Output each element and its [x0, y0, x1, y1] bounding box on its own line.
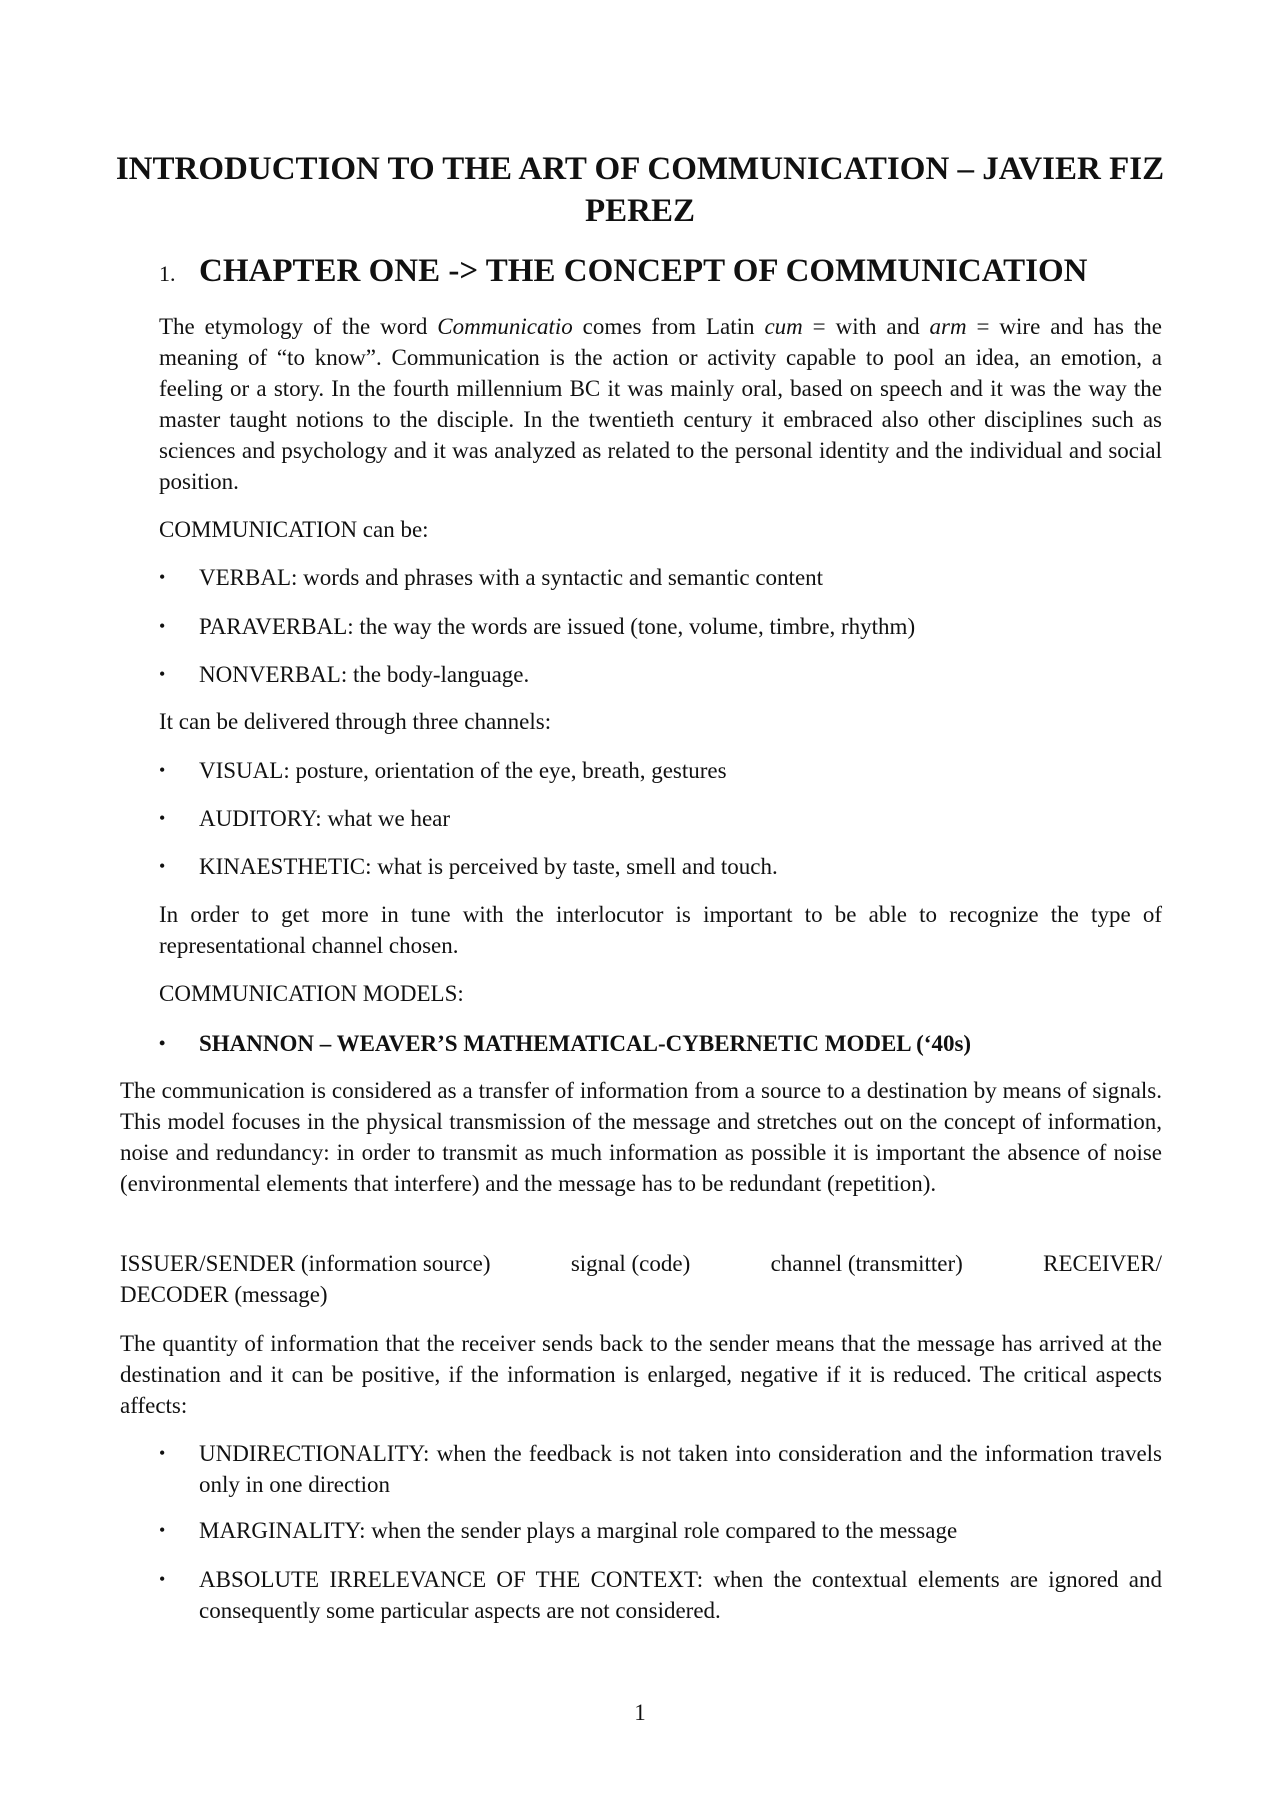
model-paragraph: The communication is considered as a transfer of information from a source to a destination by means of signals. This model focuses in the physical transmission of the message and stretches out on the concept of information, noise and redundancy: in order to transmit as much information as possible it is important the absence of noise (environmental elements that interfere) and the message has to be redundant (repetition). — [120, 1078, 1162, 1196]
types-intro: COMMUNICATION can be: — [159, 517, 429, 542]
list-item-text: PARAVERBAL: the way the words are issued (tone, volume, timbre, rhythm) — [199, 614, 916, 639]
chapter-heading — [159, 250, 1159, 295]
bullet-icon: • — [159, 567, 166, 587]
bullet-icon: • — [159, 1443, 166, 1463]
flow-signal: signal (code) — [570, 1251, 691, 1276]
bullet-icon: • — [159, 856, 166, 876]
list-item-text: NONVERBAL: the body-language. — [199, 662, 530, 687]
communication-flow — [120, 1248, 1162, 1310]
bullet-icon: • — [159, 760, 166, 780]
bullet-icon: • — [159, 1569, 166, 1589]
flow-decoder: DECODER (message) — [120, 1282, 328, 1307]
tune-paragraph: In order to get more in tune with the interlocutor is important to be able to recognize the type of representational channel chosen. — [159, 902, 1162, 958]
list-item-text: ABSOLUTE IRRELEVANCE OF THE CONTEXT: when the contextual elements are ignored and consequently some particular aspects are not considered. — [199, 1567, 1162, 1623]
bullet-icon: • — [159, 616, 166, 636]
bullet-icon: • — [159, 664, 166, 684]
flow-channel: channel (transmitter) — [770, 1251, 963, 1276]
etymology-text-2: comes from Latin — [572, 314, 765, 339]
etymology-term-cum: cum — [764, 314, 803, 339]
model-heading: SHANNON – WEAVER’S MATHEMATICAL-CYBERNETIC MODEL (‘40s) — [199, 1031, 972, 1056]
flow-sender: ISSUER/SENDER (information source) — [120, 1251, 491, 1276]
etymology-term-arm: arm — [929, 314, 967, 339]
bullet-icon: • — [159, 1520, 166, 1540]
etymology-text-4: = wire and has the meaning of “to know”. Communication is the action or activity capable to pool an idea, an emotion, a feeling or a story. In the fourth millennium BC it was mainly oral, based on speech and it was the way the master taught notions to the disciple. In the twentieth century it embraced also other disciplines such as sciences and psychology and it was analyzed as related to the personal identity and the individual and social position. — [159, 314, 1163, 494]
etymology-text-3: = with and — [802, 314, 930, 339]
list-item-text: UNDIRECTIONALITY: when the feedback is not taken into consideration and the information travels only in one direction — [199, 1441, 1162, 1497]
etymology-term-communicatio: Communicatio — [437, 314, 573, 339]
chapter-number: 1. — [159, 261, 176, 286]
document-title: INTRODUCTION TO THE ART OF COMMUNICATION – JAVIER FIZ PEREZ — [115, 151, 1165, 229]
etymology-paragraph — [159, 311, 1162, 497]
models-intro: COMMUNICATION MODELS: — [159, 981, 464, 1006]
page-number: 1 — [634, 1700, 646, 1725]
list-item-text: VISUAL: posture, orientation of the eye, breath, gestures — [199, 758, 727, 783]
bullet-icon: • — [159, 808, 166, 828]
list-item-text: AUDITORY: what we hear — [199, 806, 451, 831]
etymology-text-1: The etymology of the word — [159, 314, 438, 339]
chapter-title: CHAPTER ONE -> THE CONCEPT OF COMMUNICATION — [199, 253, 1088, 289]
bullet-icon: • — [159, 1033, 166, 1053]
channels-intro: It can be delivered through three channels: — [159, 709, 552, 734]
list-item-text: MARGINALITY: when the sender plays a marginal role compared to the message — [199, 1518, 958, 1543]
list-item-text: VERBAL: words and phrases with a syntactic and semantic content — [199, 565, 824, 590]
feedback-paragraph: The quantity of information that the receiver sends back to the sender means that the message has arrived at the destination and it can be positive, if the information is enlarged, negative if it is reduced. The critical aspects affects: — [120, 1331, 1162, 1418]
list-item-text: KINAESTHETIC: what is perceived by taste, smell and touch. — [199, 854, 778, 879]
flow-receiver: RECEIVER/ — [1043, 1251, 1162, 1276]
